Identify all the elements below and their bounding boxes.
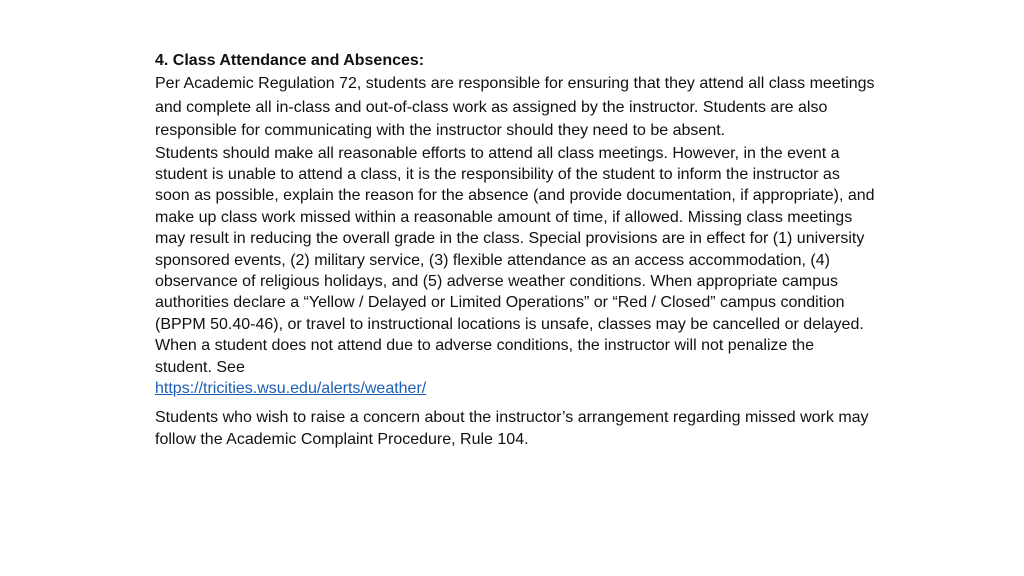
paragraph-responsibility: Per Academic Regulation 72, students are responsible for ensuring that they attend all class meetings and complete all in-class and out-of-class work as assigned by the instructor. Students are also responsible for communicating with the instructor should they need to be absent. [155,75,875,139]
paragraph-absences-text: Students should make all reasonable efforts to attend all class meetings. However, in the event a student is unable to attend a class, it is the responsibility of the student to inform the instructor as soon as possible, explain the reason for the absence (and provide documentation, if appropriate), and make up class work missed within a reasonable amount of time, if allowed. Missing class meetings may result in reducing the overall grade in the class. Special provisions are in effect for (1) university sponsored events, (2) military service, (3) flexible attendance as an access accommodation, (4) observance of religious holidays, and (5) adverse weather conditions. When appropriate campus authorities declare a “Yellow / Delayed or Limited Operations” or “Red / Closed” campus condition (BPPM 50.40-46), or travel to instructional locations is unsafe, classes may be cancelled or delayed. When a student does not attend due to adverse conditions, the instructor will not penalize the student. See [155,144,875,376]
paragraph-absences [155,143,875,400]
document-body [155,50,875,451]
section-heading: 4. Class Attendance and Absences: [155,52,425,69]
paragraph-complaint: Students who wish to raise a concern about the instructor’s arrangement regarding missed work may follow the Academic Complaint Procedure, Rule 104. [155,409,869,449]
weather-alerts-link[interactable]: https://tricities.wsu.edu/alerts/weather/ [155,379,427,397]
